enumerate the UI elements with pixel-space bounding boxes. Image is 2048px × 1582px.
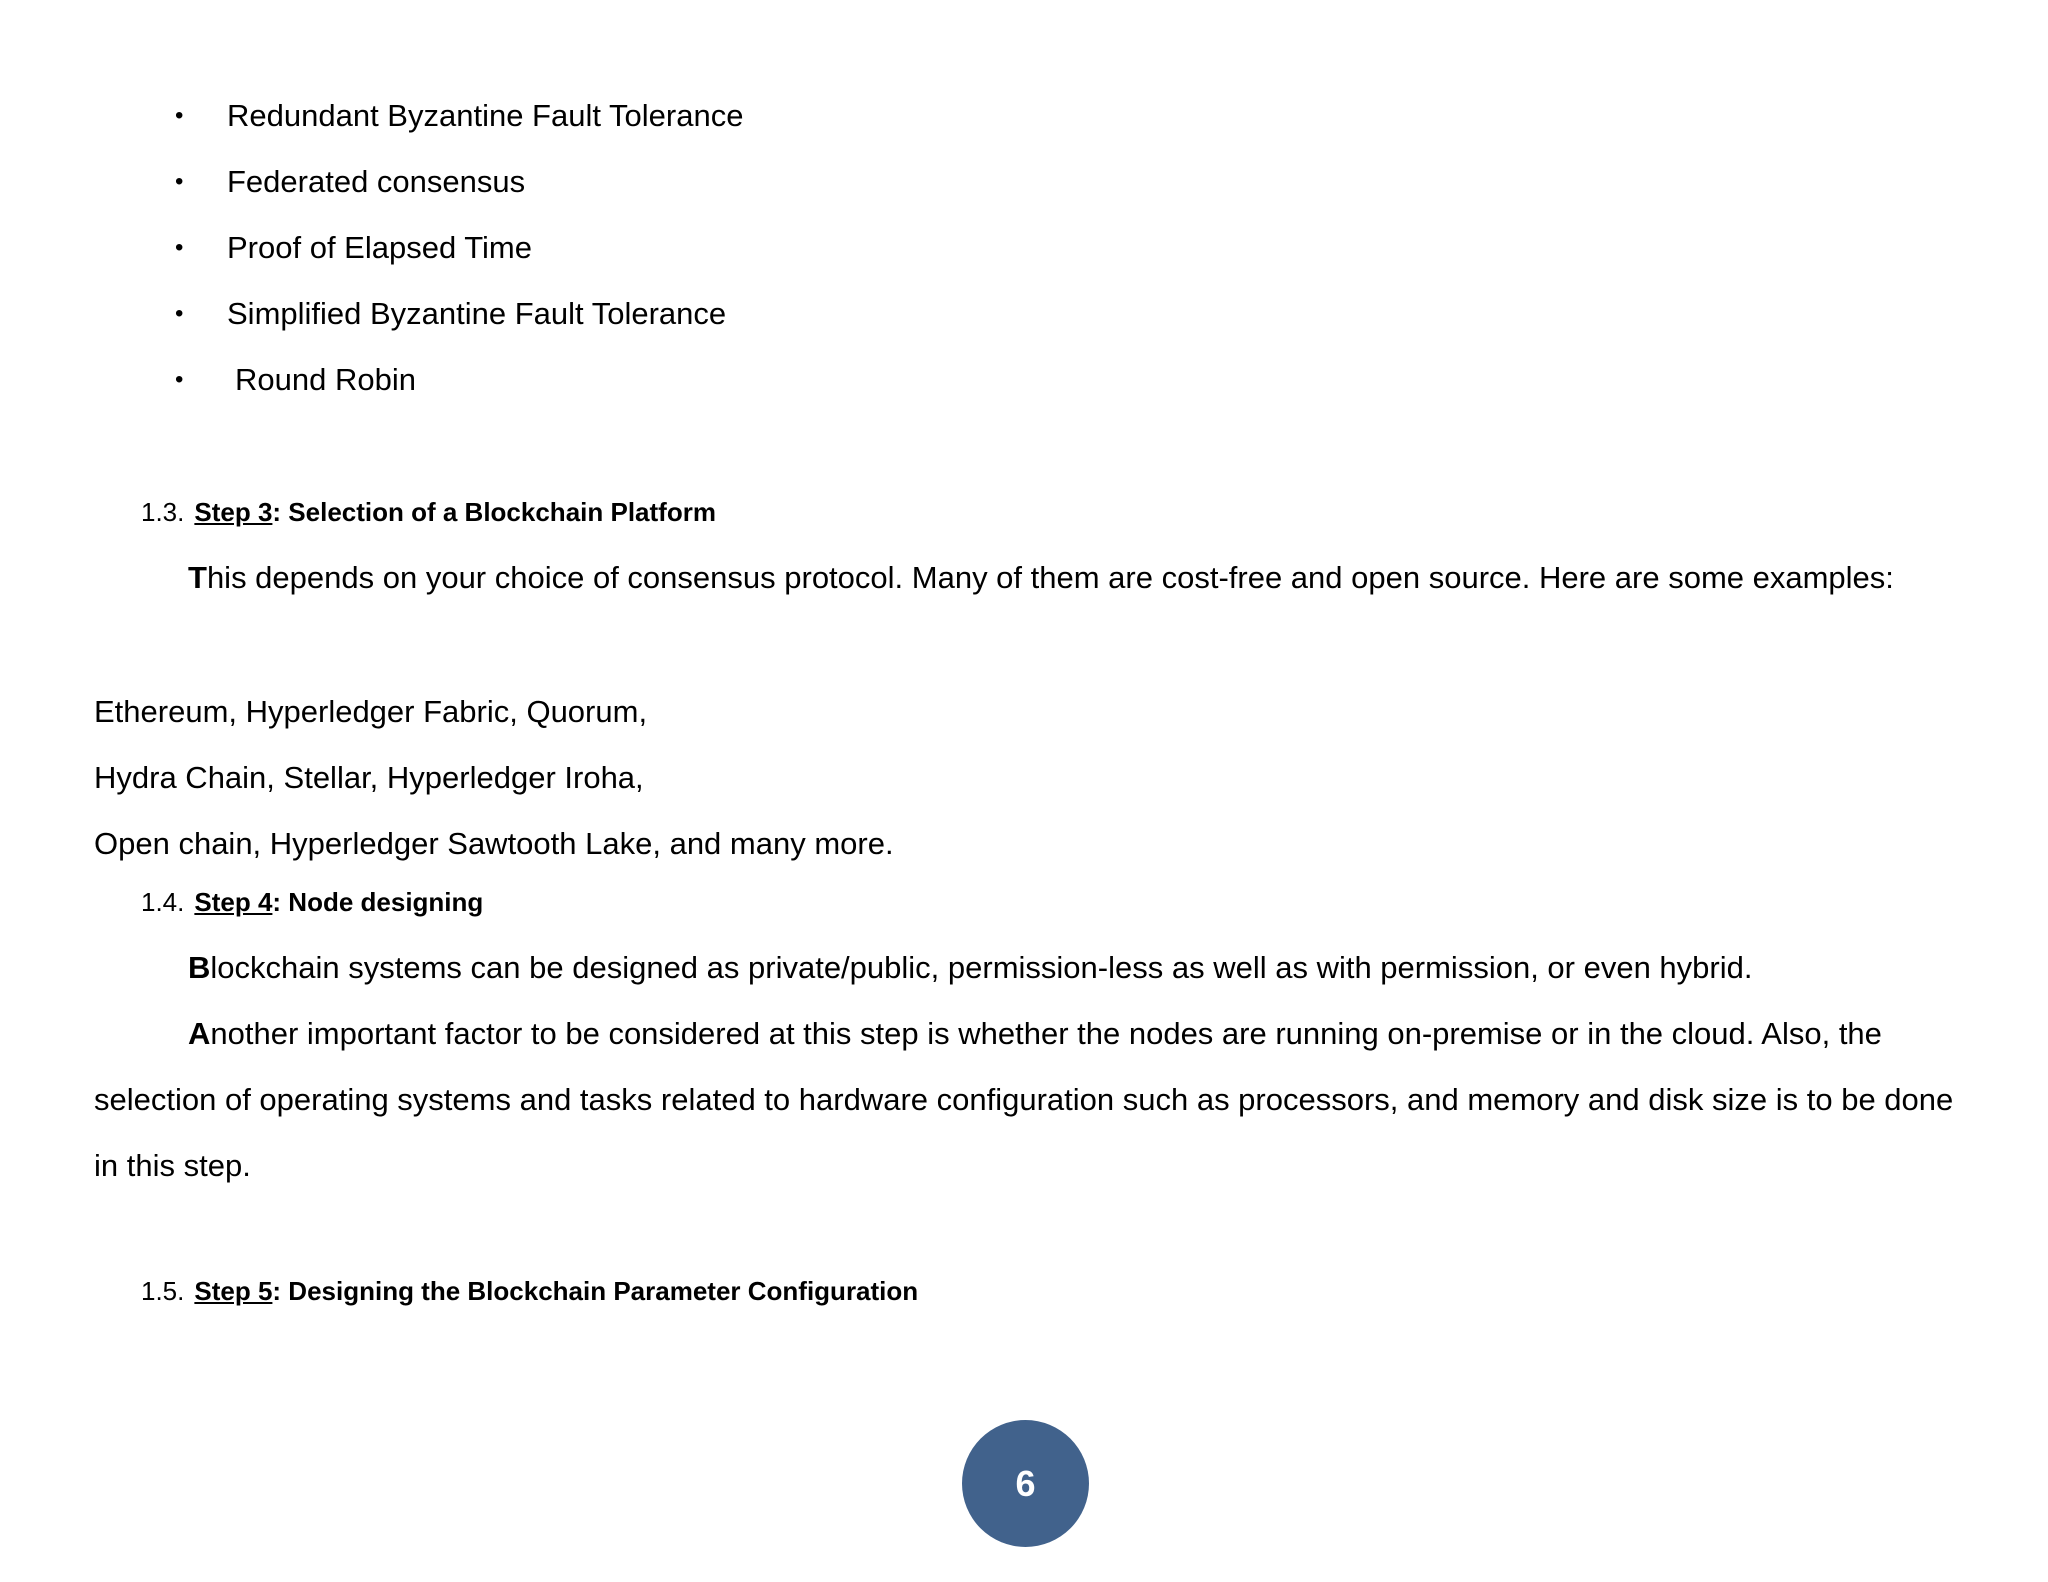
step-label: Step 3 [194,497,273,527]
step-label: Step 4 [194,887,273,917]
node-design-paragraph-1 [94,935,1974,1001]
platform-intro-paragraph [94,545,1974,611]
list-item-text: Proof of Elapsed Time [227,230,532,265]
list-item [175,294,743,360]
section-heading-1-4 [141,885,483,919]
section-title: : Selection of a Blockchain Platform [272,497,716,527]
list-item-text: Simplified Byzantine Fault Tolerance [227,296,727,331]
list-item [175,228,743,294]
section-title: : Node designing [272,887,484,917]
list-item [175,96,743,162]
section-number: 1.5. [141,1276,185,1306]
paragraph-initial: T [188,560,207,595]
paragraph-text: his depends on your choice of consensus protocol. Many of them are cost-free and open source. Here are some examples: [206,560,1894,595]
list-item-text: Round Robin [235,362,416,397]
platform-line-2: Hydra Chain, Stellar, Hyperledger Iroha, [94,760,644,795]
list-item-text: Redundant Byzantine Fault Tolerance [227,98,744,133]
section-heading-1-5 [141,1274,918,1308]
section-title: : Designing the Blockchain Parameter Configuration [272,1276,919,1306]
section-heading-1-3 [141,495,716,529]
platform-line-3: Open chain, Hyperledger Sawtooth Lake, and many more. [94,826,894,861]
consensus-bullet-list [175,96,743,426]
list-item [175,360,743,426]
page-number-badge: 6 [962,1420,1089,1547]
step-label: Step 5 [194,1276,273,1306]
list-item [175,162,743,228]
section-number: 1.4. [141,887,185,917]
node-design-paragraph-2 [94,1001,1974,1199]
paragraph-initial: A [188,1016,211,1051]
paragraph-initial: B [188,950,211,985]
paragraph-text: nother important factor to be considered at this step is whether the nodes are running on-premise or in the cloud. Also, the selection of operating systems and tasks related to hardware configuration such as processors, and memory and disk size is to be done in this step. [94,1016,1954,1183]
platform-line-1: Ethereum, Hyperledger Fabric, Quorum, [94,694,648,729]
list-item-text: Federated consensus [227,164,526,199]
paragraph-text: lockchain systems can be designed as private/public, permission-less as well as with permission, or even hybrid. [210,950,1753,985]
section-number: 1.3. [141,497,185,527]
